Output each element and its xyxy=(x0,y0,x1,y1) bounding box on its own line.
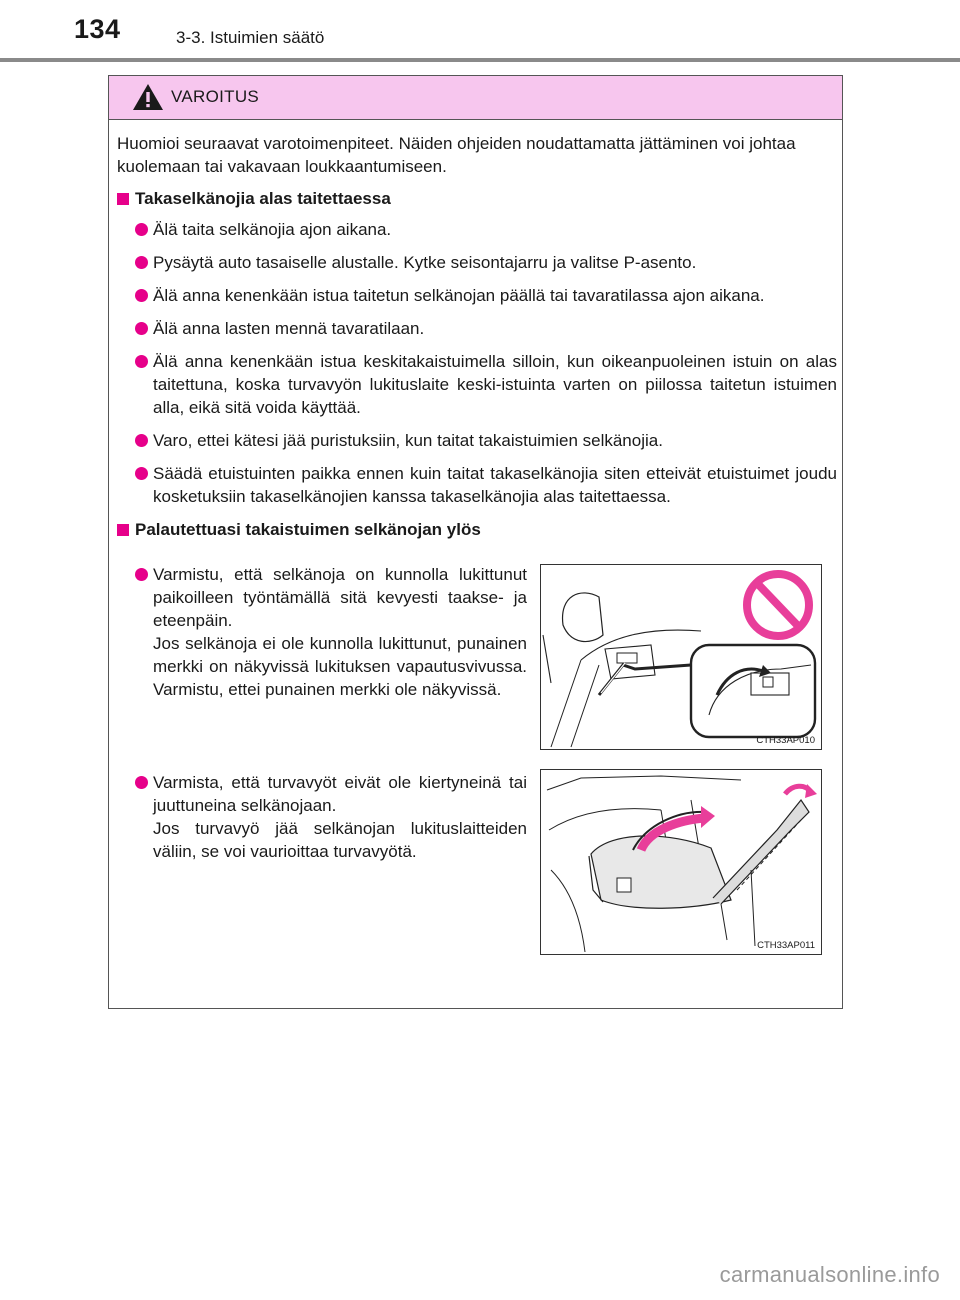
list-item-text: Älä anna kenenkään istua taitetun selkänojan päällä tai tavaratilassa ajon aikana. xyxy=(153,286,765,305)
warning-intro: Huomioi seuraavat varotoimenpiteet. Näiden ohjeiden noudattamatta jättäminen voi johtaa kuolemaan tai vakavaan loukkaantumiseen. xyxy=(117,134,796,176)
list-item-text: Älä anna lasten mennä tavaratilaan. xyxy=(153,319,425,338)
warning-triangle-icon xyxy=(131,82,165,112)
section-heading-return-up xyxy=(117,518,837,541)
figure-section xyxy=(117,549,837,949)
bullet-dot-icon xyxy=(135,776,148,789)
page-number: 134 xyxy=(74,14,121,44)
seatback-lock-illustration xyxy=(541,565,821,749)
list-item-text: Varmista, että turvavyöt eivät ole kiertyneinä tai juuttuneina selkänojaan. Jos turvavyö jää selkänojan lukituslaitteiden väliin, se voi vaurioittaa turvavyötä. xyxy=(153,773,527,861)
square-bullet-icon xyxy=(117,524,129,536)
list-item xyxy=(135,429,837,452)
list-item-text: Pysäytä auto tasaiselle alustalle. Kytke seisontajarru ja valitse P-asento. xyxy=(153,253,697,272)
warning-body xyxy=(117,132,837,949)
list-item xyxy=(135,251,837,274)
list-item-text: Varo, ettei kätesi jää puristuksiin, kun taitat takaistuimien selkänojia. xyxy=(153,431,663,450)
figure-seatbelt xyxy=(540,769,822,955)
list-item-text: Varmistu, että selkänoja on kunnolla lukittunut paikoilleen työntämällä sitä kevyesti taakse- ja eteenpäin. Jos selkänoja ei ole kunnolla lukittunut, punainen merkki on näkyvissä lukituksen vapautusvivussa. Varmistu, ettei punainen merkki ole näkyvissä. xyxy=(153,565,527,699)
section-title: 3-3. Istuimien säätö xyxy=(176,28,325,47)
list-item xyxy=(135,317,837,340)
bullet-dot-icon xyxy=(135,322,148,335)
warning-header xyxy=(109,76,842,120)
bullet-dot-icon xyxy=(135,289,148,302)
list-item xyxy=(135,563,527,701)
warning-box xyxy=(108,75,843,1009)
header-rule xyxy=(0,58,960,62)
list-item xyxy=(135,218,837,241)
figure-seat-lock xyxy=(540,564,822,750)
figure-code: CTH33AP010 xyxy=(756,735,815,746)
bullet-dot-icon xyxy=(135,467,148,480)
list-item-text: Älä anna kenenkään istua keskitakaistuimella silloin, kun oikeanpuoleinen istuin on alas taitettuna, koska turvavyön lukituslaite keski-istuinta varten on piilossa taitetun istuimen alla, eikä sitä voida käyttää. xyxy=(153,352,837,417)
bullet-dot-icon xyxy=(135,355,148,368)
warning-title: VAROITUS xyxy=(171,87,260,106)
bullet-dot-icon xyxy=(135,223,148,236)
bullet-dot-icon xyxy=(135,434,148,447)
section-heading-fold-down xyxy=(117,187,837,210)
bullet-dot-icon xyxy=(135,568,148,581)
list-item-text: Säädä etuistuinten paikka ennen kuin taitat takaselkänojia siten etteivät etuistuimet joudu kosketuksiin takaselkänojien kanssa takaselkänojia alas taitettaessa. xyxy=(153,464,837,506)
square-bullet-icon xyxy=(117,193,129,205)
bullet-dot-icon xyxy=(135,256,148,269)
list-item xyxy=(135,462,837,508)
seatbelt-illustration xyxy=(541,770,821,954)
list-item xyxy=(135,284,837,307)
list-item-text: Älä taita selkänojia ajon aikana. xyxy=(153,220,392,239)
section-heading-text: Takaselkänojia alas taitettaessa xyxy=(135,189,391,208)
list-item xyxy=(135,350,837,419)
watermark: carmanualsonline.info xyxy=(719,1262,940,1287)
figure-code: CTH33AP011 xyxy=(757,940,815,951)
list-item xyxy=(135,771,527,863)
section-heading-text: Palautettuasi takaistuimen selkänojan ylös xyxy=(135,520,481,539)
